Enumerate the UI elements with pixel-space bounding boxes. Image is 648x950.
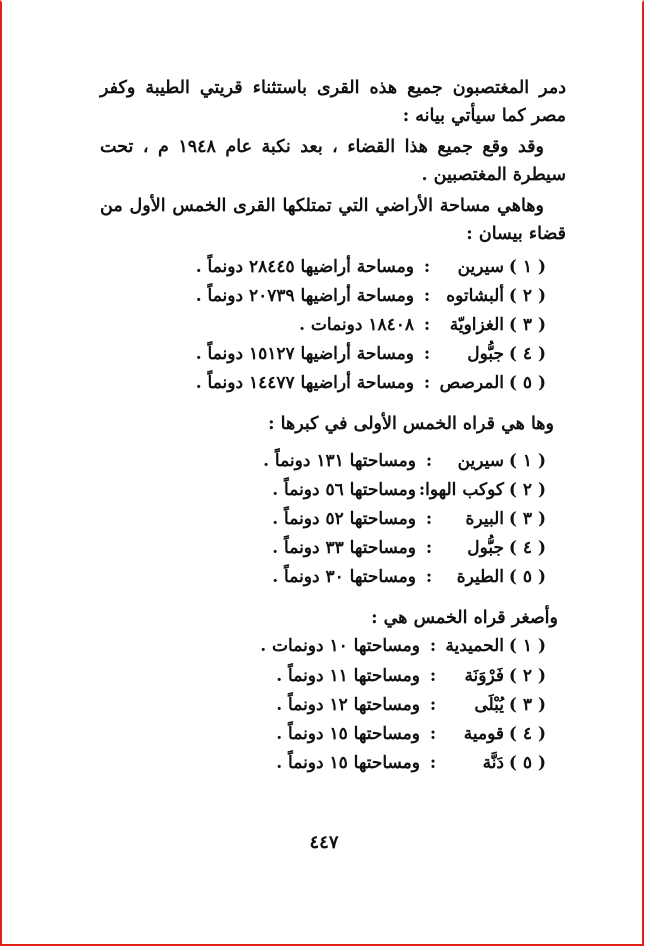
separator: : [429, 753, 437, 774]
area-detail: ومساحتها ٣٣ دونماً . [272, 538, 416, 559]
area-detail: ومساحتها ١٢ دونماً . [276, 694, 420, 715]
list-item [100, 281, 546, 310]
area-detail: ومساحة أراضيها ٢٠٧٣٩ دونماً . [195, 285, 414, 306]
separator: : [429, 724, 437, 745]
area-detail: ومساحتها ١٥ دونماً . [276, 724, 420, 745]
item-number: ( ٣ ) [508, 694, 546, 715]
list-item [100, 690, 546, 719]
item-number: ( ١ ) [508, 636, 546, 657]
item-number: ( ٥ ) [508, 567, 546, 588]
heading-smallest-villages: وأصغر قراه الخمس هي : [371, 607, 558, 628]
item-number: ( ٥ ) [508, 373, 546, 394]
list-item [100, 369, 546, 398]
separator: : [429, 665, 437, 686]
village-name: قومية [463, 724, 504, 745]
item-number: ( ٢ ) [508, 479, 546, 500]
village-name: كوكب الهوا: [418, 479, 504, 500]
area-detail: ومساحة أراضيها ١٥١٢٧ دونماً . [195, 344, 414, 365]
list-item [100, 475, 546, 504]
item-number: ( ٣ ) [508, 314, 546, 335]
item-number: ( ٤ ) [508, 724, 546, 745]
list-item [100, 749, 546, 778]
area-detail: ومساحتها ١٠ دونمات . [260, 636, 420, 657]
largest-villages-list [100, 446, 566, 592]
village-name: سيرين [457, 256, 504, 277]
item-number: ( ١ ) [508, 450, 546, 471]
area-detail: ومساحتها ٥٦ دونماً . [272, 479, 416, 500]
area-detail: ومساحة أراضيها ٢٨٤٤٥ دونماً . [195, 256, 414, 277]
area-detail: ١٨٤٠٨ دونمات . [299, 314, 414, 335]
list-item [100, 504, 546, 533]
list-item [100, 661, 546, 690]
village-name: جبُّول [467, 344, 504, 365]
list-item [100, 719, 546, 748]
village-name: البيرة [465, 508, 504, 529]
item-number: ( ١ ) [508, 256, 546, 277]
area-detail: ومساحتها ١٥ دونماً . [276, 753, 420, 774]
list-item [100, 252, 546, 281]
item-number: ( ٤ ) [508, 344, 546, 365]
area-detail: ومساحتها ١٣١ دونماً . [263, 450, 416, 471]
village-name: الحميدية [445, 636, 504, 657]
separator: : [425, 450, 433, 471]
list-item [100, 310, 546, 339]
separator: : [425, 567, 433, 588]
land-area-list [100, 252, 566, 398]
village-name: الطيرة [456, 567, 504, 588]
village-name: المرصص [439, 373, 504, 394]
list-item [100, 340, 546, 369]
separator: : [423, 285, 431, 306]
item-number: ( ٥ ) [508, 753, 546, 774]
separator: : [423, 256, 431, 277]
area-detail: ومساحتها ٣٠ دونماً . [272, 567, 416, 588]
paragraph-occupation: وقد وقع جميع هذا القضاء ، بعد نكبة عام ١٩٤٨ م ، تحت سيطرة المغتصبين . [100, 137, 566, 185]
heading-largest-villages: وها هي قراه الخمس الأولى في كبرها : [268, 413, 554, 434]
item-number: ( ٤ ) [508, 538, 546, 559]
separator: : [425, 508, 433, 529]
village-name: ألبشاتوه [446, 285, 504, 306]
paragraph-destroyed-villages: دمر المغتصبون جميع هذه القرى باستثناء قريتي الطيبة وكفر مصر كما سيأتي بيانه : [100, 78, 566, 126]
separator: : [423, 344, 431, 365]
village-name: فَرْوَنَة [464, 665, 504, 686]
smallest-villages-list [100, 632, 566, 778]
item-number: ( ٢ ) [508, 285, 546, 306]
item-number: ( ٣ ) [508, 508, 546, 529]
area-detail: ومساحة أراضيها ١٤٤٧٧ دونماً . [195, 373, 414, 394]
village-name: دَنَّة [482, 753, 504, 774]
village-name: الغزاويّة [449, 314, 504, 335]
paragraph-land-intro: وهاهي مساحة الأراضي التي تمتلكها القرى الخمس الأول من قضاء بيسان : [100, 196, 566, 244]
village-name: سيرين [457, 450, 504, 471]
village-name: يُبْلَى [474, 694, 504, 715]
list-item [100, 632, 546, 661]
list-item [100, 563, 546, 592]
page-content [100, 74, 566, 778]
separator: : [423, 314, 431, 335]
page-number: ٤٤٧ [309, 832, 339, 853]
separator: : [423, 373, 431, 394]
area-detail: ومساحتها ١١ دونماً . [276, 665, 420, 686]
list-item [100, 446, 546, 475]
separator: : [429, 636, 437, 657]
list-item [100, 534, 546, 563]
item-number: ( ٢ ) [508, 665, 546, 686]
village-name: جبُّول [467, 538, 504, 559]
area-detail: ومساحتها ٥٢ دونماً . [272, 508, 416, 529]
separator: : [429, 694, 437, 715]
separator: : [425, 538, 433, 559]
